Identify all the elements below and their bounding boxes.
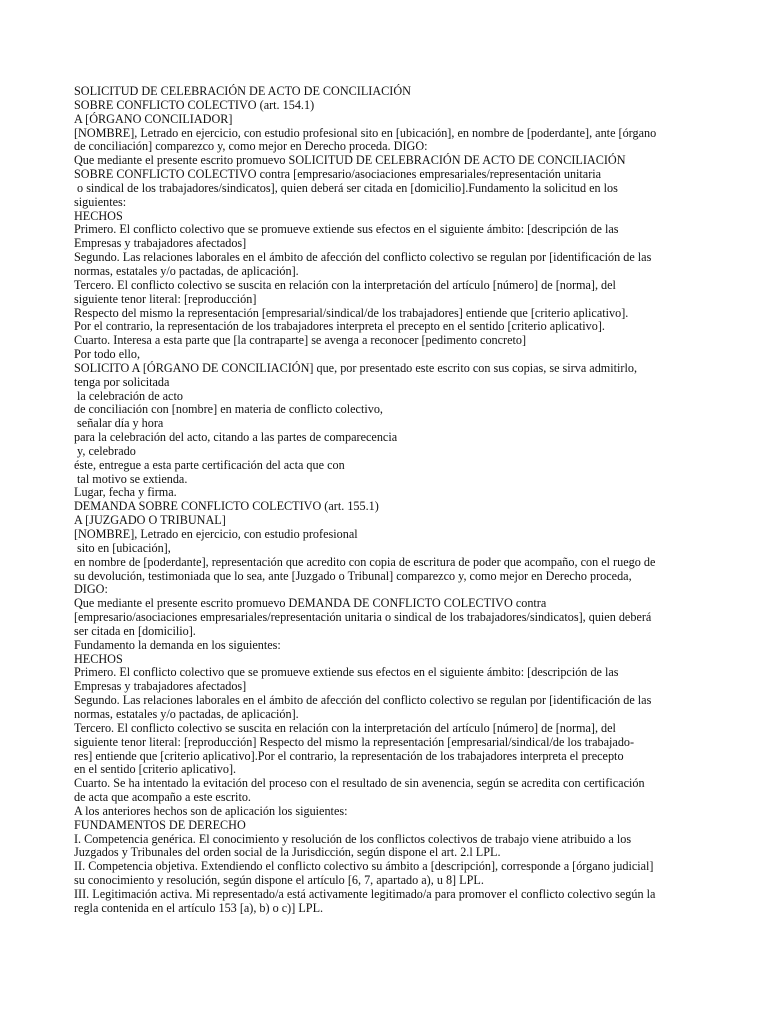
text-line: Primero. El conflicto colectivo que se promueve extiende sus efectos en el siguiente ámbito: [descripción de las xyxy=(74,222,619,237)
text-line: Tercero. El conflicto colectivo se suscita en relación con la interpretación del artículo [número] de [norma], del xyxy=(74,277,616,292)
text-line: res] entiende que [criterio aplicativo].Por el contrario, la representación de los trabajadores interpreta el precepto xyxy=(74,748,624,763)
text-line: de acta que acompaño a este escrito. xyxy=(74,790,251,805)
section-heading: FUNDAMENTOS DE DERECHO xyxy=(74,817,246,832)
text-line: III. Legitimación activa. Mi representado/a está activamente legitimado/a para promover el conflicto colectivo según la xyxy=(74,886,656,901)
text-line: tal motivo se extienda. xyxy=(74,471,188,486)
text-line: su devolución, testimoniada que lo sea, ante [Juzgado o Tribunal] comparezco y, como mejor en Derecho proceda, xyxy=(74,568,632,583)
text-line: Primero. El conflicto colectivo que se promueve extiende sus efectos en el siguiente ámbito: [descripción de las xyxy=(74,665,619,680)
text-line: Fundamento la demanda en los siguientes: xyxy=(74,637,281,652)
text-line: para la celebración del acto, citando a las partes de comparecencia xyxy=(74,430,398,445)
section-heading: HECHOS xyxy=(74,208,123,223)
text-line: Empresas y trabajadores afectados] xyxy=(74,679,247,694)
text-line: Empresas y trabajadores afectados] xyxy=(74,236,247,251)
text-line: señalar día y hora xyxy=(74,416,164,431)
text-line: A [JUZGADO O TRIBUNAL] xyxy=(74,513,226,528)
text-line: II. Competencia objetiva. Extendiendo el conflicto colectivo su ámbito a [descripción], corresponde a [órgano judicial] xyxy=(74,859,654,874)
document-body xyxy=(74,85,694,916)
text-line: Juzgados y Tribunales del orden social de la Jurisdicción, según dispone el art. 2.l LPL. xyxy=(74,845,501,860)
text-line: siguientes: xyxy=(74,194,127,209)
text-line: de conciliación con [nombre] en materia de conflicto colectivo, xyxy=(74,402,383,417)
text-line: [NOMBRE], Letrado en ejercicio, con estudio profesional sito en [ubicación], en nombre de [poderdante], ante [órgano xyxy=(74,125,657,140)
text-line: ser citada en [domicilio]. xyxy=(74,623,196,638)
text-line: en nombre de [poderdante], representación que acredito con copia de escritura de poder que acompaño, con el ruego de xyxy=(74,554,656,569)
text-line: Por todo ello, xyxy=(74,347,141,362)
text-line: regla contenida en el artículo 153 [a), b) o c)] LPL. xyxy=(74,900,324,915)
text-line: siguiente tenor literal: [reproducción] Respecto del mismo la representación [empresarial/sindical/de los trabajado- xyxy=(74,734,635,749)
text-line: o sindical de los trabajadores/sindicatos], quien deberá ser citada en [domicilio].Fundamento la solicitud en los xyxy=(74,180,618,195)
text-line: [empresario/asociaciones empresariales/representación unitaria o sindical de los trabajadores/sindicatos], quien deberá xyxy=(74,610,652,625)
text-line: SOBRE CONFLICTO COLECTIVO (art. 154.1) xyxy=(74,97,315,112)
text-line: DIGO: xyxy=(74,582,108,597)
text-line: y, celebrado xyxy=(74,443,136,458)
text-line: Segundo. Las relaciones laborales en el ámbito de afección del conflicto colectivo se regulan por [identificación de las xyxy=(74,693,652,708)
text-line: la celebración de acto xyxy=(74,388,183,403)
text-line: Que mediante el presente escrito promuevo SOLICITUD DE CELEBRACIÓN DE ACTO DE CONCILIACIÓN xyxy=(74,153,626,168)
text-line: normas, estatales y/o pactadas, de aplicación]. xyxy=(74,263,299,278)
text-line: siguiente tenor literal: [reproducción] xyxy=(74,291,257,306)
text-line: su conocimiento y resolución, según dispone el artículo [6, 7, apartado a), u 8] LPL. xyxy=(74,873,484,888)
text-line: Tercero. El conflicto colectivo se suscita en relación con la interpretación del artículo [número] de [norma], del xyxy=(74,720,616,735)
text-line: Cuarto. Interesa a esta parte que [la contraparte] se avenga a reconocer [pedimento concreto] xyxy=(74,333,527,348)
text-line: éste, entregue a esta parte certificación del acta que con xyxy=(74,457,345,472)
text-line: [NOMBRE], Letrado en ejercicio, con estudio profesional xyxy=(74,527,358,541)
text-line: I. Competencia genérica. El conocimiento y resolución de los conflictos colectivos de trabajo viene atribuido a los xyxy=(74,831,632,846)
text-line: normas, estatales y/o pactadas, de aplicación]. xyxy=(74,706,299,721)
text-line: Respecto del mismo la representación [empresarial/sindical/de los trabajadores] entiende que [criterio aplicativo]. xyxy=(74,305,629,320)
text-line: Que mediante el presente escrito promuevo DEMANDA DE CONFLICTO COLECTIVO contra xyxy=(74,596,547,611)
text-line: tenga por solicitada xyxy=(74,374,170,389)
text-line: Segundo. Las relaciones laborales en el ámbito de afección del conflicto colectivo se regulan por [identificación de las xyxy=(74,250,652,265)
text-line: de conciliación] comparezco y, como mejor en Derecho proceda. DIGO: xyxy=(74,139,428,154)
text-line: SOBRE CONFLICTO COLECTIVO contra [empresario/asociaciones empresariales/representación unitaria xyxy=(74,167,602,182)
text-line: A los anteriores hechos son de aplicación los siguientes: xyxy=(74,803,348,818)
text-line: SOLICITUD DE CELEBRACIÓN DE ACTO DE CONCILIACIÓN xyxy=(74,84,411,98)
section-title: DEMANDA SOBRE CONFLICTO COLECTIVO (art. 155.1) xyxy=(74,499,379,514)
text-line: A [ÓRGANO CONCILIADOR] xyxy=(74,111,233,126)
text-line: en el sentido [criterio aplicativo]. xyxy=(74,762,237,777)
section-heading: HECHOS xyxy=(74,651,123,666)
text-line: Lugar, fecha y firma. xyxy=(74,485,177,500)
text-line: Cuarto. Se ha intentado la evitación del proceso con el resultado de sin avenencia, según se acredita con certificación xyxy=(74,776,645,791)
text-line: SOLICITO A [ÓRGANO DE CONCILIACIÓN] que, por presentado este escrito con sus copias, se sirva admitirlo, xyxy=(74,360,638,375)
text-line: Por el contrario, la representación de los trabajadores interpreta el precepto en el sentido [criterio aplicativo]. xyxy=(74,319,605,334)
text-line: sito en [ubicación], xyxy=(74,540,171,555)
